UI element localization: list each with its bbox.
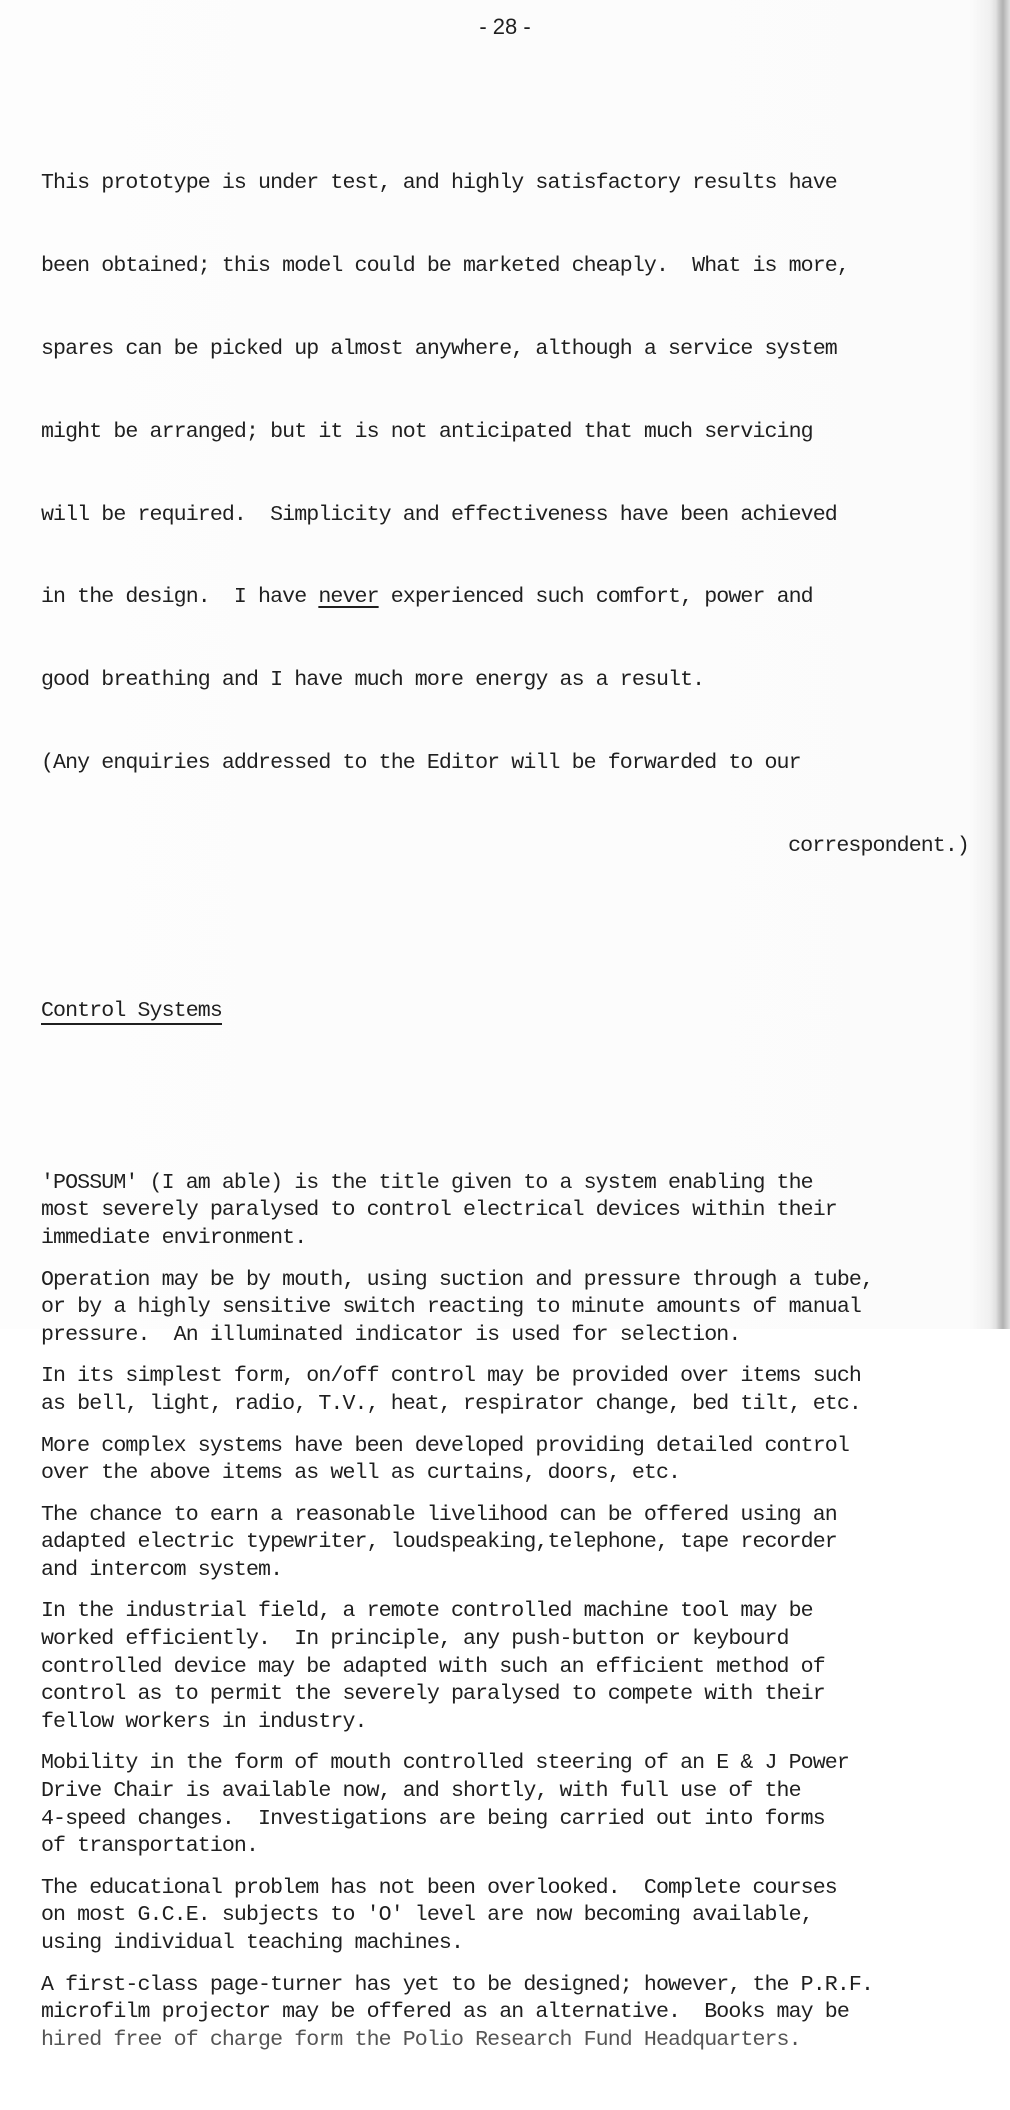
text-line: The chance to earn a reasonable livelihood can be offered using an	[41, 1502, 837, 1527]
body-paragraph	[41, 1363, 1001, 1418]
text-line: Drive Chair is available now, and shortly, with full use of the	[41, 1779, 801, 1804]
text-line: In its simplest form, on/off control may be provided over items such	[41, 1364, 861, 1389]
body-paragraph	[41, 1267, 1001, 1350]
text-line: or by a highly sensitive switch reacting to minute amounts of manual	[41, 1295, 861, 1320]
text-line: hired free of charge form the Polio Research Fund Headquarters.	[41, 2027, 801, 2052]
spacer	[41, 1488, 1001, 1502]
text-line: controlled device may be adapted with such an efficient method of	[41, 1654, 825, 1679]
text-line: good breathing and I have much more energy as a result.	[41, 668, 705, 693]
text-line: correspondent.)	[788, 833, 969, 858]
text-line: control as to permit the severely paralysed to compete with their	[41, 1682, 825, 1707]
text-line: (Any enquiries addressed to the Editor will be forwarded to our	[41, 750, 801, 775]
spacer	[41, 1349, 1001, 1363]
text-line: fellow workers in industry.	[41, 1709, 367, 1734]
body-paragraph	[41, 1170, 1001, 1253]
body-paragraph	[41, 1972, 1001, 2055]
text-line: of transportation.	[41, 1834, 259, 1859]
spacer	[41, 1861, 1001, 1875]
text-line: The educational problem has not been overlooked. Complete courses	[41, 1875, 837, 1900]
spacer	[41, 1584, 1001, 1598]
underlined-word: never	[318, 585, 379, 610]
spacer	[41, 1419, 1001, 1433]
text-line: most severely paralysed to control electrical devices within their	[41, 1198, 837, 1223]
text-line: A first-class page-turner has yet to be designed; however, the P.R.F.	[41, 1972, 874, 1997]
text-fragment: experienced such comfort, power and	[378, 585, 813, 610]
text-line: 'POSSUM' (I am able) is the title given to a system enabling the	[41, 1170, 813, 1195]
document-body	[41, 60, 1001, 2110]
section-heading: Control Systems	[41, 999, 222, 1024]
text-fragment: in the design. I have	[41, 585, 319, 610]
text-line: over the above items as well as curtains, doors, etc.	[41, 1461, 681, 1486]
text-line: In the industrial field, a remote controlled machine tool may be	[41, 1599, 813, 1624]
text-line: 4-speed changes. Investigations are being carried out into forms	[41, 1806, 825, 1831]
page-number: - 28 -	[479, 14, 531, 39]
text-line: on most G.C.E. subjects to 'O' level are now becoming available,	[41, 1903, 813, 1928]
spacer	[41, 1081, 1001, 1087]
spacer	[41, 1736, 1001, 1750]
text-line: as bell, light, radio, T.V., heat, respirator change, bed tilt, etc.	[41, 1391, 861, 1416]
text-line: Operation may be by mouth, using suction and pressure through a tube,	[41, 1267, 874, 1292]
text-line: This prototype is under test, and highly satisfactory results have	[41, 171, 837, 196]
intro-paragraph	[41, 115, 1001, 915]
body-paragraph	[41, 1433, 1001, 1488]
spacer	[41, 1253, 1001, 1267]
text-line: adapted electric typewriter, loudspeaking,telephone, tape recorder	[41, 1530, 837, 1555]
body-paragraph	[41, 1502, 1001, 1585]
text-line: using individual teaching machines.	[41, 1931, 464, 1955]
text-line: pressure. An illuminated indicator is used for selection.	[41, 1322, 741, 1347]
text-line: More complex systems have been developed providing detailed control	[41, 1433, 849, 1458]
body-paragraph	[41, 1875, 1001, 1958]
text-line: Mobility in the form of mouth controlled steering of an E & J Power	[41, 1751, 849, 1776]
text-line: and intercom system.	[41, 1557, 283, 1582]
body-paragraph	[41, 1598, 1001, 1736]
body-paragraph	[41, 1750, 1001, 1860]
body-paragraphs	[41, 1170, 1001, 2055]
text-line	[41, 584, 1001, 612]
text-line: spares can be picked up almost anywhere, although a service system	[41, 336, 837, 361]
text-line: will be required. Simplicity and effectiveness have been achieved	[41, 502, 837, 527]
text-line: immediate environment.	[41, 1225, 307, 1250]
section-heading-line	[41, 998, 1001, 1026]
text-line: microfilm projector may be offered as an alternative. Books may be	[41, 2000, 849, 2025]
text-line: worked efficiently. In principle, any push-button or keybourd	[41, 1627, 789, 1652]
text-line: might be arranged; but it is not anticipated that much servicing	[41, 419, 813, 444]
spacer	[41, 1958, 1001, 1972]
text-line: been obtained; this model could be marketed cheaply. What is more,	[41, 254, 849, 279]
